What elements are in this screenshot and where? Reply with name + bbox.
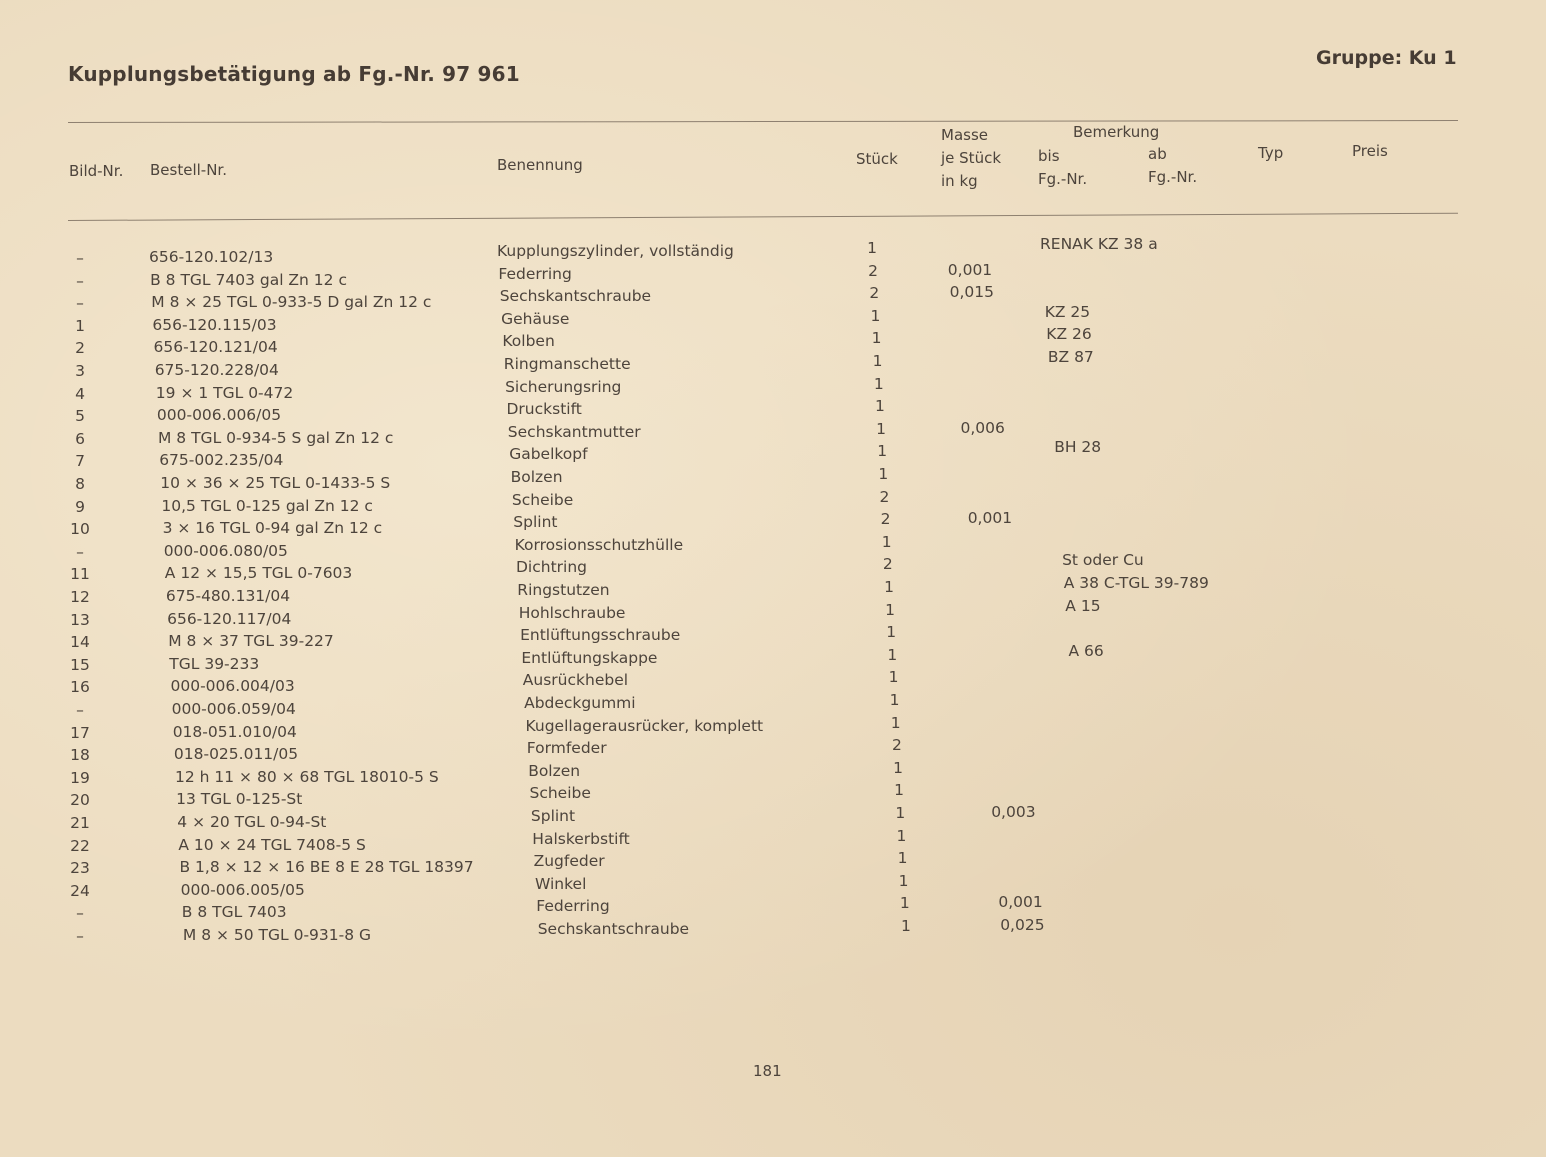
header-in-kg: in kg [941, 172, 978, 190]
cell-bestell-nr: 656-120.117/04 [167, 609, 292, 628]
header-bis: bis [1038, 147, 1060, 165]
cell-bemerkung: BZ 87 [1047, 348, 1094, 366]
cell-stueck: 1 [888, 668, 899, 687]
cell-bestell-nr: 000-006.080/05 [163, 541, 288, 560]
cell-bestell-nr: B 8 TGL 7403 gal Zn 12 c [150, 270, 347, 289]
header-fgnr-bis: Fg.-Nr. [1038, 170, 1088, 188]
cell-bild-nr: 6 [75, 429, 85, 448]
cell-stueck: 2 [879, 487, 890, 506]
cell-stueck: 1 [897, 849, 908, 868]
cell-benennung: Gabelkopf [509, 445, 588, 464]
cell-stueck: 2 [880, 510, 891, 529]
cell-stueck: 2 [868, 261, 879, 280]
cell-benennung: Scheibe [529, 784, 591, 803]
cell-bild-nr: – [76, 927, 84, 945]
cell-stueck: 1 [895, 804, 906, 822]
cell-stueck: 1 [878, 465, 889, 483]
cell-benennung: Sechskantmutter [507, 422, 641, 441]
cell-bemerkung: BH 28 [1054, 438, 1102, 457]
cell-bemerkung: A 66 [1068, 641, 1104, 660]
cell-bild-nr: – [76, 249, 84, 267]
cell-stueck: 1 [889, 691, 900, 709]
cell-stueck: 1 [873, 374, 884, 393]
page-title: Kupplungsbetätigung ab Fg.-Nr. 97 961 [68, 62, 520, 86]
cell-bild-nr: 11 [70, 565, 90, 584]
cell-bestell-nr: B 8 TGL 7403 [181, 903, 287, 922]
cell-benennung: Ausrückhebel [522, 671, 629, 690]
cell-benennung: Dichtring [516, 558, 588, 577]
cell-benennung: Scheibe [511, 490, 574, 509]
cell-masse: 0,001 [998, 893, 1043, 912]
cell-bestell-nr: A 12 × 15,5 TGL 0-7603 [164, 564, 353, 583]
cell-bestell-nr: 13 TGL 0-125-St [176, 790, 303, 809]
cell-benennung: Ringstutzen [517, 581, 610, 599]
cell-bestell-nr: A 10 × 24 TGL 7408-5 S [178, 835, 366, 854]
cell-bild-nr: 19 [70, 768, 90, 787]
cell-stueck: 1 [884, 578, 894, 596]
cell-benennung: Splint [513, 513, 558, 532]
cell-benennung: Entlüftungsschraube [520, 626, 681, 645]
group-label: Gruppe: Ku 1 [1316, 47, 1457, 69]
cell-bestell-nr: 675-480.131/04 [165, 587, 291, 605]
cell-bild-nr: 9 [75, 497, 85, 516]
cell-bild-nr: 24 [70, 881, 90, 900]
cell-bestell-nr: 675-002.235/04 [159, 451, 284, 470]
cell-bild-nr: 10 [70, 520, 90, 539]
cell-bemerkung: A 15 [1065, 596, 1101, 615]
cell-benennung: Splint [530, 807, 576, 825]
cell-stueck: 1 [872, 352, 883, 370]
cell-bild-nr: 20 [70, 791, 90, 810]
cell-masse: 0,006 [960, 418, 1005, 437]
cell-benennung: Formfeder [526, 739, 607, 758]
cell-benennung: Korrosionsschutzhülle [514, 535, 684, 554]
cell-stueck: 1 [899, 894, 910, 913]
cell-bestell-nr: 4 × 20 TGL 0-94-St [177, 813, 327, 831]
cell-stueck: 1 [881, 532, 892, 551]
cell-benennung: Gehäuse [501, 309, 570, 328]
cell-bestell-nr: 19 × 1 TGL 0-472 [155, 383, 294, 402]
header-fgnr-ab: Fg.-Nr. [1148, 168, 1198, 186]
cell-bild-nr: 2 [75, 339, 85, 358]
cell-bild-nr: 5 [75, 407, 85, 426]
cell-stueck: 1 [886, 623, 897, 642]
cell-bemerkung: RENAK KZ 38 a [1040, 235, 1158, 253]
header-je-stueck: je Stück [941, 149, 1002, 167]
cell-bestell-nr: 656-120.121/04 [153, 338, 278, 357]
cell-benennung: Kolben [502, 332, 555, 351]
header-typ: Typ [1258, 144, 1284, 162]
cell-bild-nr: 12 [70, 588, 90, 606]
cell-stueck: 1 [874, 397, 885, 416]
cell-benennung: Ringmanschette [503, 355, 631, 373]
cell-stueck: 2 [891, 736, 902, 755]
cell-bestell-nr: M 8 × 50 TGL 0-931-8 G [182, 926, 372, 944]
cell-bestell-nr: 675-120.228/04 [154, 361, 279, 379]
cell-bild-nr: – [76, 542, 84, 561]
cell-bild-nr: 13 [70, 610, 90, 629]
cell-stueck: 1 [900, 917, 911, 935]
cell-bestell-nr: 018-051.010/04 [172, 722, 297, 741]
cell-masse: 0,001 [947, 260, 993, 279]
cell-stueck: 1 [887, 645, 898, 664]
cell-stueck: 1 [885, 600, 896, 619]
header-stueck: Stück [856, 150, 898, 168]
cell-bild-nr: 18 [70, 746, 90, 765]
cell-bild-nr: 21 [70, 814, 90, 832]
cell-benennung: Hohlschraube [518, 603, 626, 622]
cell-stueck: 1 [876, 419, 886, 438]
cell-bild-nr: 4 [75, 384, 85, 403]
cell-benennung: Kugellagerausrücker, komplett [525, 716, 764, 735]
cell-bestell-nr: 12 h 11 × 80 × 68 TGL 18010-5 S [175, 767, 439, 786]
cell-bestell-nr: M 8 × 37 TGL 39-227 [168, 632, 334, 651]
cell-benennung: Sechskantschraube [499, 287, 652, 306]
cell-benennung: Bolzen [510, 468, 563, 486]
cell-bemerkung: KZ 25 [1044, 302, 1091, 321]
cell-bestell-nr: 10 × 36 × 25 TGL 0-1433-5 S [160, 474, 391, 492]
cell-stueck: 1 [894, 781, 905, 800]
cell-bild-nr: 23 [70, 859, 90, 878]
cell-bestell-nr: 000-006.005/05 [180, 880, 305, 899]
cell-benennung: Federring [536, 897, 610, 916]
header-ab: ab [1148, 145, 1167, 163]
cell-benennung: Sicherungsring [505, 377, 622, 396]
cell-benennung: Zugfeder [533, 852, 605, 871]
cell-bild-nr: 8 [75, 475, 85, 493]
cell-bild-nr: – [76, 904, 84, 923]
header-top-rule [68, 120, 1458, 123]
cell-bild-nr: 17 [70, 723, 90, 742]
page-number: 181 [753, 1062, 782, 1080]
cell-benennung: Druckstift [506, 400, 582, 419]
cell-stueck: 1 [877, 442, 888, 461]
cell-bemerkung: KZ 26 [1046, 325, 1092, 344]
cell-benennung: Abdeckgummi [524, 694, 636, 712]
cell-bestell-nr: 000-006.006/05 [156, 406, 282, 425]
cell-bestell-nr: 656-120.115/03 [152, 315, 277, 334]
cell-bestell-nr: 10,5 TGL 0-125 gal Zn 12 c [161, 496, 373, 515]
cell-stueck: 1 [898, 871, 909, 890]
cell-benennung: Halskerbstift [532, 829, 630, 848]
cell-bild-nr: 14 [70, 633, 90, 652]
cell-masse: 0,001 [967, 509, 1013, 528]
cell-masse: 0,003 [991, 803, 1036, 821]
cell-benennung: Entlüftungskappe [521, 648, 658, 667]
header-bottom-rule [68, 213, 1458, 221]
cell-bestell-nr: 000-006.059/04 [171, 700, 296, 718]
cell-bemerkung: A 38 C-TGL 39-789 [1063, 574, 1209, 592]
cell-bestell-nr: 000-006.004/03 [170, 677, 295, 696]
header-preis: Preis [1352, 142, 1388, 160]
cell-bestell-nr: 656-120.102/13 [149, 248, 274, 266]
cell-bild-nr: – [76, 701, 84, 719]
cell-benennung: Winkel [535, 874, 587, 893]
cell-bild-nr: 22 [70, 836, 90, 855]
cell-benennung: Sechskantschraube [537, 920, 690, 938]
cell-stueck: 2 [869, 284, 880, 303]
cell-bild-nr: 15 [70, 655, 90, 674]
cell-stueck: 1 [867, 239, 877, 257]
cell-bestell-nr: B 1,8 × 12 × 16 BE 8 E 28 TGL 18397 [179, 858, 474, 877]
cell-benennung: Federring [498, 264, 572, 283]
cell-masse: 0,015 [949, 283, 994, 302]
header-bemerkung: Bemerkung [1073, 123, 1160, 141]
cell-bestell-nr: M 8 × 25 TGL 0-933-5 D gal Zn 12 c [151, 293, 432, 312]
cell-bestell-nr: M 8 TGL 0-934-5 S gal Zn 12 c [158, 428, 394, 447]
cell-bild-nr: – [76, 271, 84, 290]
header-bestell-nr: Bestell-Nr. [150, 161, 227, 179]
cell-stueck: 2 [882, 555, 893, 574]
cell-masse: 0,025 [1000, 916, 1045, 934]
cell-benennung: Kupplungszylinder, vollständig [497, 242, 734, 260]
cell-stueck: 1 [893, 758, 903, 777]
cell-stueck: 1 [896, 826, 907, 845]
cell-stueck: 1 [871, 329, 882, 348]
header-bild-nr: Bild-Nr. [69, 162, 124, 180]
cell-benennung: Bolzen [528, 761, 581, 780]
cell-bemerkung: St oder Cu [1062, 551, 1144, 570]
cell-bild-nr: 7 [75, 452, 85, 471]
cell-bild-nr: 3 [75, 362, 85, 380]
cell-stueck: 1 [890, 713, 901, 732]
cell-bestell-nr: 018-025.011/05 [173, 745, 299, 764]
cell-stueck: 1 [870, 306, 881, 325]
cell-bestell-nr: TGL 39-233 [169, 654, 260, 673]
cell-bild-nr: 1 [75, 316, 85, 335]
cell-bestell-nr: 3 × 16 TGL 0-94 gal Zn 12 c [162, 519, 383, 538]
cell-bild-nr: – [76, 294, 84, 313]
cell-bild-nr: 16 [70, 678, 90, 697]
header-benennung: Benennung [497, 156, 583, 174]
header-masse: Masse [941, 126, 988, 144]
